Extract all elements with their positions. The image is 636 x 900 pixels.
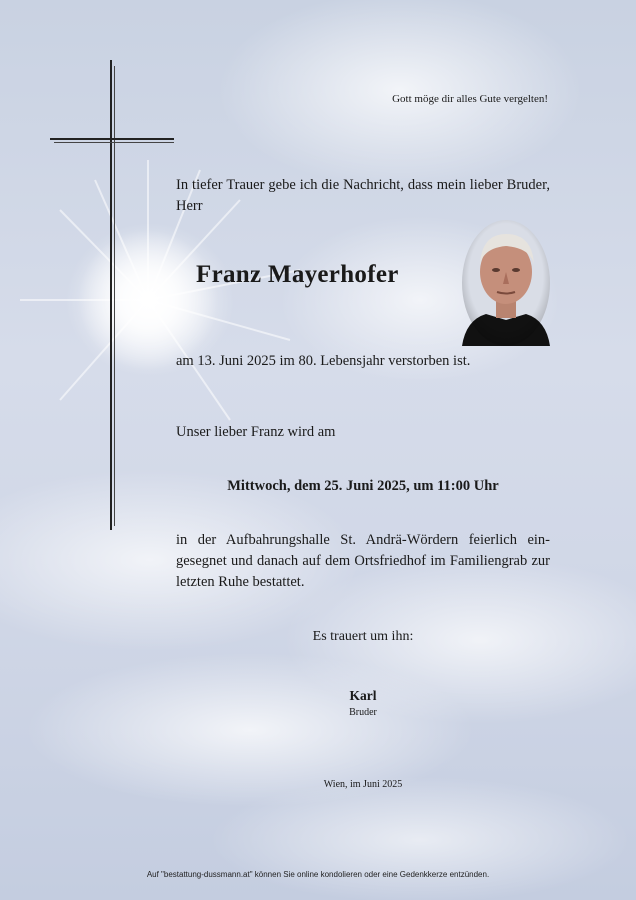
mourners-intro: Es trauert um ihn: [312, 629, 414, 644]
place-date: Wien, im Juni 2025 [323, 779, 403, 790]
mourner-name: Karl [349, 688, 377, 703]
service-intro: Unser lieber Franz wird am [176, 424, 336, 440]
mourner-relation: Bruder [349, 707, 377, 718]
announcement-text: In tiefer Trauer gebe ich die Nachricht, dass mein lieber Bruder, Herr [176, 177, 550, 214]
motto: Gott möge dir alles Gute vergelten! [392, 93, 548, 105]
service-datetime: Mittwoch, dem 25. Juni 2025, um 11:00 Uhr [227, 478, 499, 494]
service-details: in der Aufbahrungshalle St. Andrä-Wördern feierlich ein-gesegnet und danach auf dem Ortsfriedhof im Familiengrab zur letzten Ruhe bestattet. [176, 532, 550, 590]
death-notice: am 13. Juni 2025 im 80. Lebensjahr verstorben ist. [176, 353, 471, 369]
deceased-name: Franz Mayerhofer [196, 261, 399, 288]
footer-note: Auf "bestattung-dussmann.at" können Sie online kondolieren oder eine Gedenkkerze entzünden. [146, 870, 490, 879]
portrait-photo [462, 220, 550, 346]
